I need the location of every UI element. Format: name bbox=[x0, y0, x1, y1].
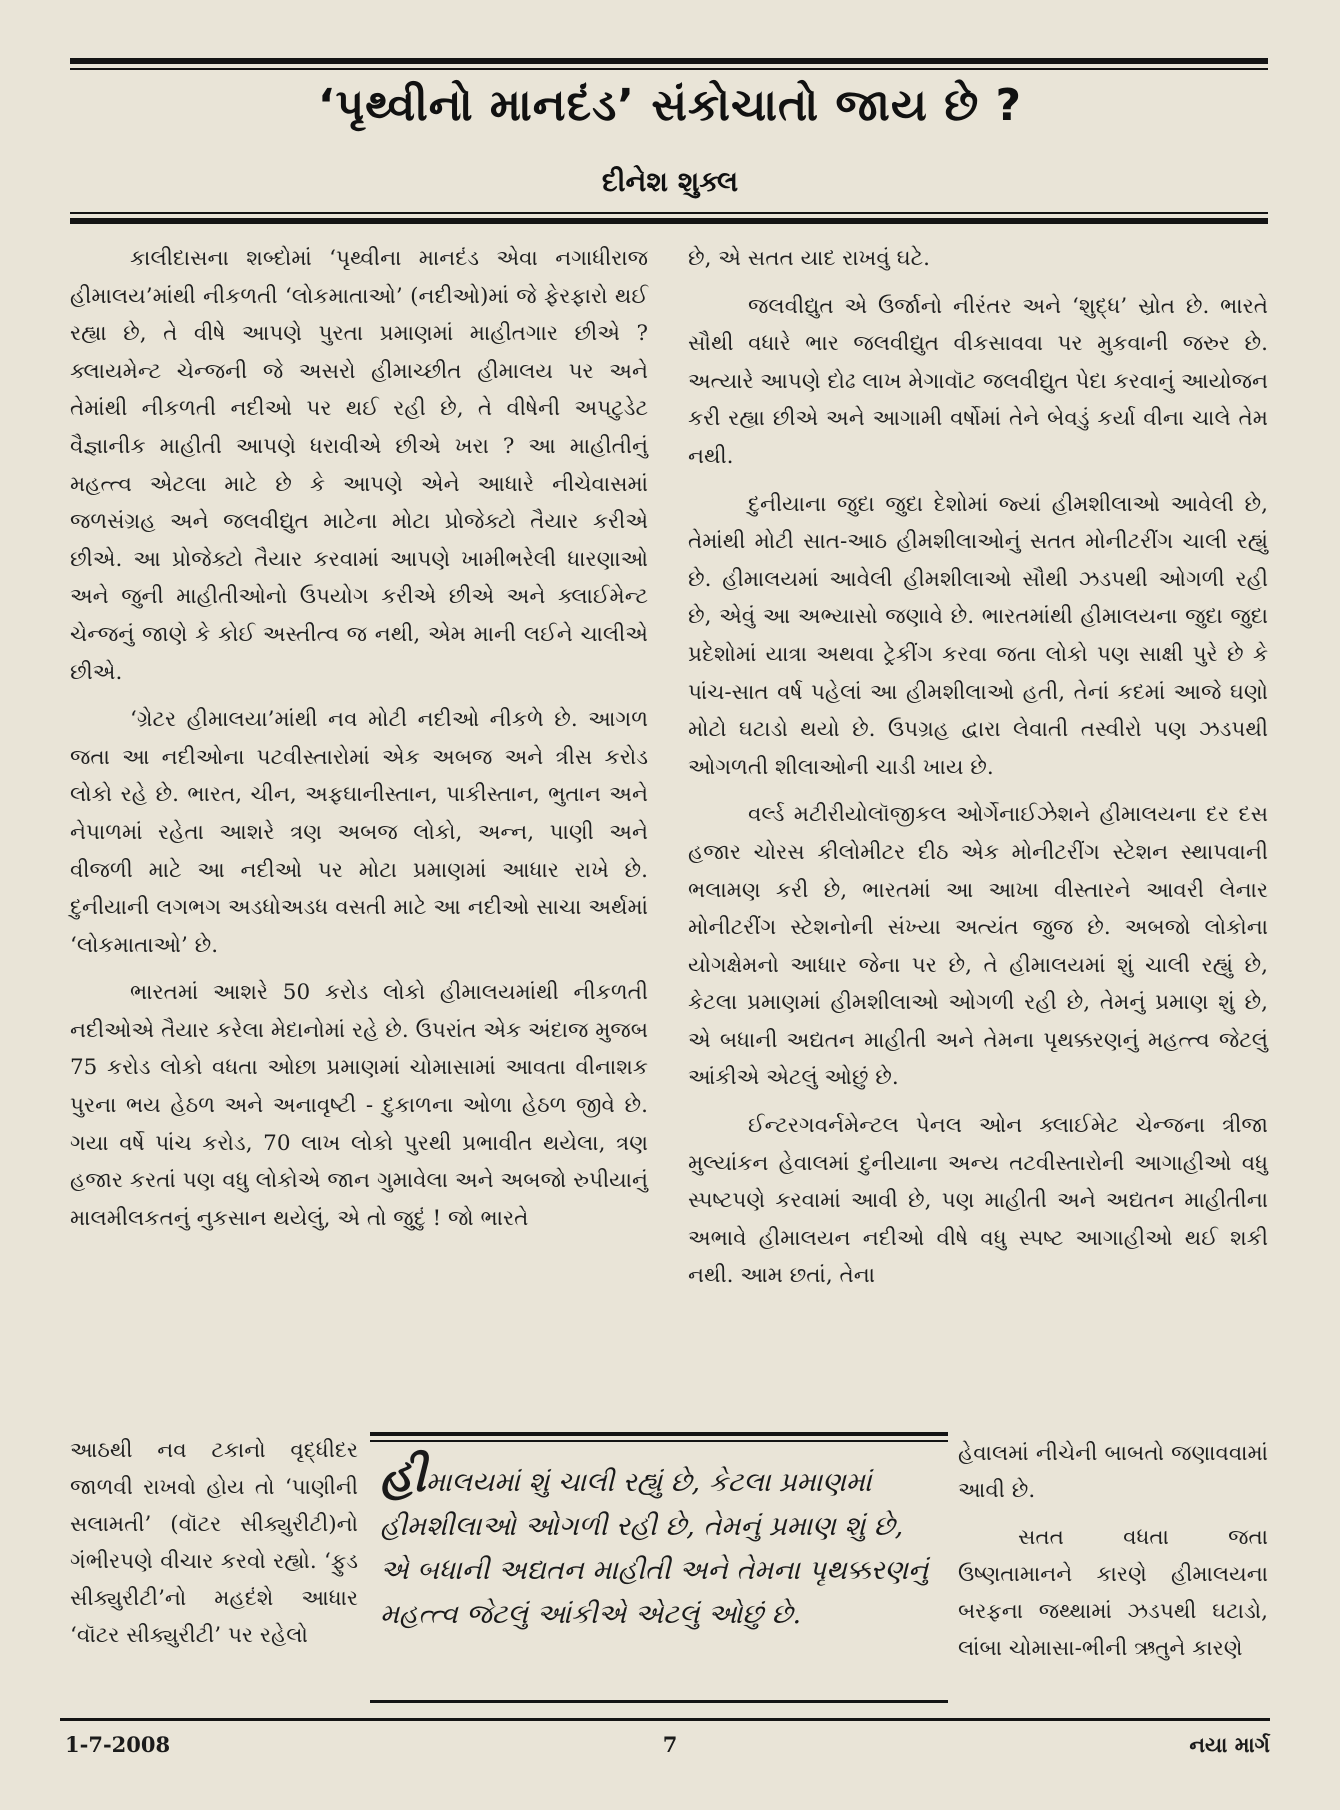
pullquote-rule-top-thin bbox=[370, 1440, 948, 1442]
header-rule-thin bbox=[70, 212, 1268, 214]
pull-quote-text: માલયમાં શું ચાલી રહ્યું છે, કેટલા પ્રમાણમાં હીમશીલાઓ ઓગળી રહી છે, તેમનું પ્રમાણ શું છે, એ બધાની અદ્યતન માહીતી અને તેમના પૃથક્કરણનું મહત્ત્વ જેટલું આંકીએ એટલું ઓછું છે. bbox=[380, 1467, 929, 1630]
pullquote-rule-bottom bbox=[370, 1700, 948, 1703]
article-title: ‘પૃથ્વીનો માનદંડ’ સંકોચાતો જાય છે ? bbox=[317, 80, 1023, 131]
left-column-bottom bbox=[70, 1432, 358, 1654]
footer-date: 1-7-2008 bbox=[65, 1732, 171, 1757]
paragraph: કાલીદાસના શબ્દોમાં ‘પૃથ્વીના માનદંડ એવા નગાધીરાજ હીમાલય’માંથી નીકળતી ‘લોકમાતાઓ’ (નદીઓ)માં જે ફેરફારો થઈ રહ્યા છે, તે વીષે આપણે પુરતા પ્રમાણમાં માહીતગાર છીએ ? ક્લાયમેન્ટ ચેન્જની જે અસરો હીમાચ્છીત હીમાલય પર અને તેમાંથી નીકળતી નદીઓ પર થઈ રહી છે, તે વીષેની અપટુડેટ વૈજ્ઞાનીક માહીતી આપણે ધરાવીએ છીએ ખરા ? આ માહીતીનું મહત્ત્વ એટલા માટે છે કે આપણે એને આધારે નીચેવાસમાં જળસંગ્રહ અને જલવીદ્યુત માટેના મોટા પ્રોજેક્ટો તૈયાર કરીએ છીએ. આ પ્રોજેક્ટો તૈયાર કરવામાં આપણે ખામીભરેલી ધારણાઓ અને જુની માહીતીઓનો ઉપયોગ કરીએ છીએ અને ક્લાઈમેન્ટ ચેન્જનું જાણે કે કોઈ અસ્તીત્વ જ નથી, એમ માની લઈને ચાલીએ છીએ. bbox=[70, 246, 648, 685]
footer-rule bbox=[60, 1718, 1270, 1721]
article-author: દીનેશ શુક્લ bbox=[601, 165, 739, 198]
footer-page-number: 7 bbox=[662, 1732, 678, 1757]
right-column-bottom bbox=[958, 1435, 1268, 1667]
top-rule-thin bbox=[70, 68, 1268, 70]
top-rule-thick bbox=[70, 58, 1268, 64]
footer-magazine-name: નયા માર્ગ bbox=[1189, 1732, 1270, 1757]
paragraph: સતત વધતા જતા ઉષ્ણતામાનને કારણે હીમાલયના બરફના જથ્થામાં ઝડપથી ઘટાડો, લાંબા ચોમાસા-ભીની ઋતુને કારણે bbox=[958, 1525, 1268, 1661]
paragraph: છે, એ સતત યાદ રાખવું ઘટે. bbox=[688, 246, 930, 271]
pull-quote-dropcap: હી bbox=[380, 1448, 426, 1502]
paragraph: દુનીયાના જુદા જુદા દેશોમાં જ્યાં હીમશીલાઓ આવેલી છે, તેમાંથી મોટી સાત-આઠ હીમશીલાઓનું સતત મોનીટરીંગ ચાલી રહ્યું છે. હીમાલયમાં આવેલી હીમશીલાઓ સૌથી ઝડપથી ઓગળી રહી છે, એવું આ અભ્યાસો જણાવે છે. ભારતમાંથી હીમાલયના જુદા જુદા પ્રદેશોમાં યાત્રા અથવા ટ્રેકીંગ કરવા જતા લોકો પણ સાક્ષી પુરે છે કે પાંચ-સાત વર્ષ પહેલાં આ હીમશીલાઓ હતી, તેનાં કદમાં આજે ઘણો મોટો ઘટાડો થયો છે. ઉપગ્રહ દ્વારા લેવાતી તસ્વીરો પણ ઝડપથી ઓગળતી શીલાઓની ચાડી ખાય છે. bbox=[688, 491, 1268, 780]
paragraph: આઠથી નવ ટકાનો વૃદ્ધીદર જાળવી રાખવો હોય તો ‘પાણીની સલામતી’ (વૉટર સીક્યુરીટી)નો ગંભીરપણે વીચાર કરવો રહ્યો. ‘ફુડ સીક્યુરીટી’નો મહદંશે આધાર ‘વૉટર સીક્યુરીટી’ પર રહેલો bbox=[70, 1438, 358, 1648]
paragraph: ઈન્ટરગવર્નમેન્ટલ પેનલ ઓન ક્લાઈમેટ ચેન્જના ત્રીજા મુલ્યાંકન હેવાલમાં દુનીયાના અન્ય તટવીસ્તારોની આગાહીઓ વધુ સ્પષ્ટપણે કરવામાં આવી છે, પણ માહીતી અને અદ્યતન માહીતીના અભાવે હીમાલયન નદીઓ વીષે વધુ સ્પષ્ટ આગાહીઓ થઈ શકી નથી. આમ છતાં, તેના bbox=[688, 1113, 1268, 1289]
left-column-top bbox=[70, 240, 648, 1237]
paragraph: ભારતમાં આશરે 50 કરોડ લોકો હીમાલયમાંથી નીકળતી નદીઓએ તૈયાર કરેલા મેદાનોમાં રહે છે. ઉપરાંત એક અંદાજ મુજબ 75 કરોડ લોકો વધતા ઓછા પ્રમાણમાં ચોમાસામાં આવતા વીનાશક પુરના ભય હેઠળ અને અનાવૃષ્ટી - દુકાળના ઓળા હેઠળ જીવે છે. ગયા વર્ષે પાંચ કરોડ, 70 લાખ લોકો પુરથી પ્રભાવીત થયેલા, ત્રણ હજાર કરતાં પણ વધુ લોકોએ જાન ગુમાવેલા અને અબજો રુપીયાનું માલમીલકતનું નુકસાન થયેલું, એ તો જુદું ! જો ભારતે bbox=[70, 980, 648, 1231]
paragraph: વર્લ્ડ મટીરીયોલૉજીકલ ઓર્ગેનાઈઝેશને હીમાલયના દર દસ હજાર ચોરસ કીલોમીટર દીઠ એક મોનીટરીંગ સ્ટેશન સ્થાપવાની ભલામણ કરી છે, ભારતમાં આ આખા વીસ્તારને આવરી લેનાર મોનીટરીંગ સ્ટેશનોની સંખ્યા અત્યંત જુજ છે. અબજો લોકોના યોગક્ષેમનો આધાર જેના પર છે, તે હીમાલયમાં શું ચાલી રહ્યું છે, કેટલા પ્રમાણમાં હીમશીલાઓ ઓગળી રહી છે, તેમનું પ્રમાણ શું છે, એ બધાની અદ્યતન માહીતી અને તેમના પૃથક્કરણનું મહત્ત્વ જેટલું આંકીએ એટલું ઓછું છે. bbox=[688, 802, 1268, 1091]
paragraph: જલવીદ્યુત એ ઉર્જાનો નીરંતર અને ‘શુદ્ધ’ સ્રોત છે. ભારતે સૌથી વધારે ભાર જલવીદ્યુત વીકસાવવા પર મુકવાની જરુર છે. અત્યારે આપણે દોઢ લાખ મેગાવૉટ જલવીદ્યુત પેદા કરવાનું આયોજન કરી રહ્યા છીએ અને આગામી વર્ષોમાં તેને બેવડું કર્યા વીના ચાલે તેમ નથી. bbox=[688, 293, 1268, 469]
right-column-top bbox=[688, 240, 1268, 1295]
pull-quote bbox=[380, 1448, 940, 1637]
paragraph: હેવાલમાં નીચેની બાબતો જણાવવામાં આવી છે. bbox=[958, 1441, 1268, 1503]
paragraph: ‘ગ્રેટર હીમાલયા’માંથી નવ મોટી નદીઓ નીકળે છે. આગળ જતા આ નદીઓના પટવીસ્તારોમાં એક અબજ અને ત્રીસ કરોડ લોકો રહે છે. ભારત, ચીન, અફઘાનીસ્તાન, પાકીસ્તાન, ભુતાન અને નેપાળમાં રહેતા આશરે ત્રણ અબજ લોકો, અન્ન, પાણી અને વીજળી માટે આ નદીઓ પર મોટા પ્રમાણમાં આધાર રાખે છે. દુનીયાની લગભગ અડધોઅડધ વસતી માટે આ નદીઓ સાચા અર્થમાં ‘લોકમાતાઓ’ છે. bbox=[70, 707, 648, 958]
header-rule-thick bbox=[70, 218, 1268, 224]
pullquote-rule-top-thick bbox=[370, 1432, 948, 1436]
